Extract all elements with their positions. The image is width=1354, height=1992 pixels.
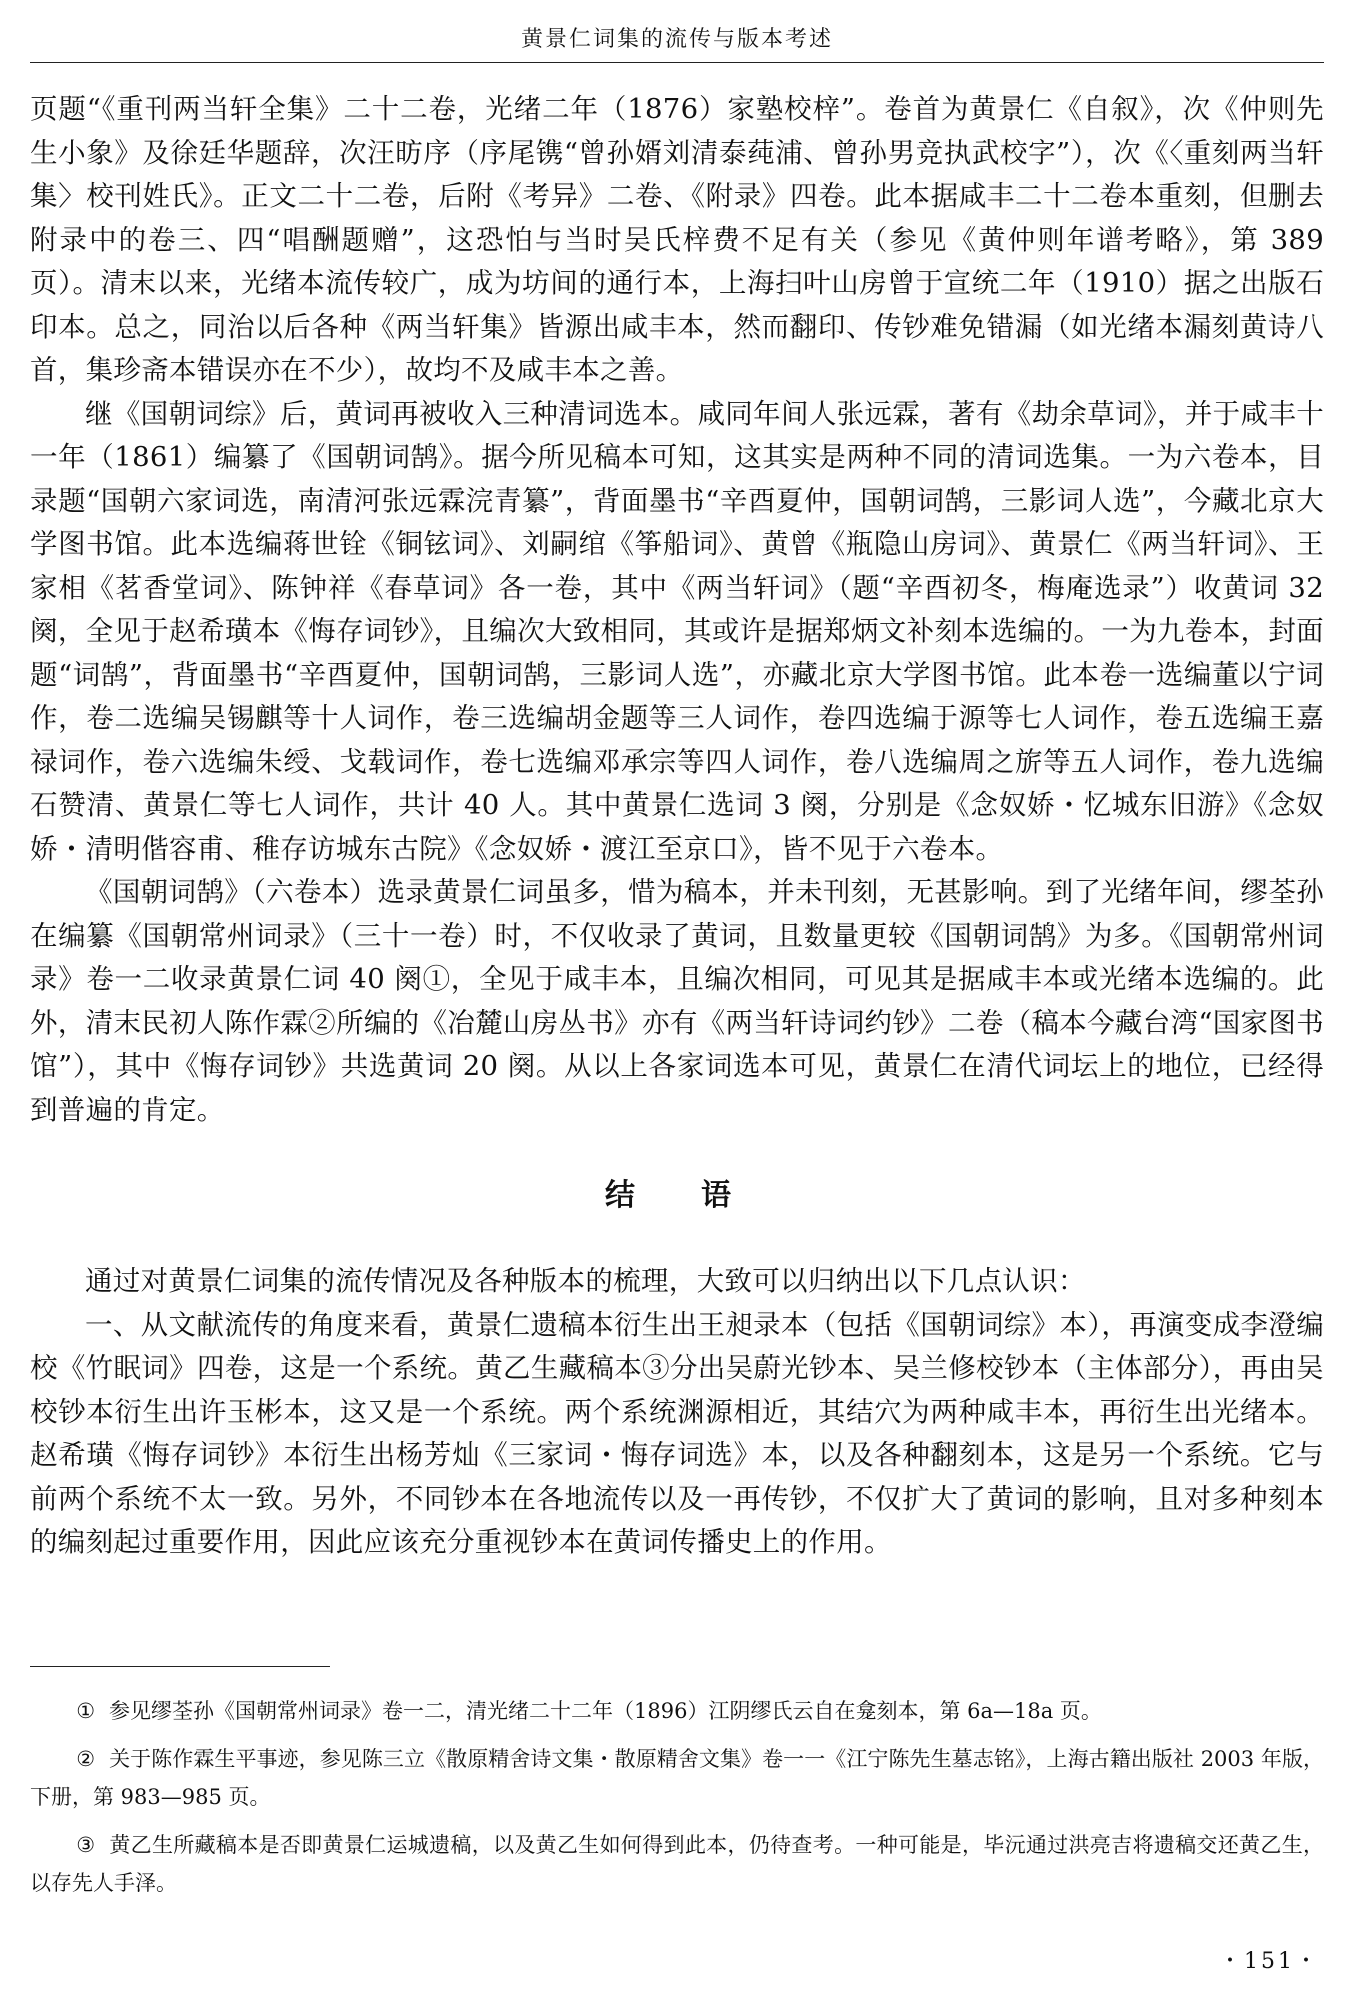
footnote-text: 黄乙生所藏稿本是否即黄景仁运城遗稿，以及黄乙生如何得到此本，仍待查考。一种可能是，毕沅通过洪亮吉将遗稿交还黄乙生，以存先人手泽。	[30, 1833, 1325, 1895]
conclusion-intro: 通过对黄景仁词集的流传情况及各种版本的梳理，大致可以归纳出以下几点认识：	[85, 1265, 1086, 1297]
header-divider	[30, 62, 1324, 63]
paragraph-2: 继《国朝词综》后，黄词再被收入三种清词选本。咸同年间人张远霖，著有《劫余草词》，并于咸丰十一年（1861）编纂了《国朝词鹄》。据今所见稿本可知，这其实是两种不同的清词选集。一为六卷本，目录题“国朝六家词选，南清河张远霖浣青纂”，背面墨书“辛酉夏仲，国朝词鹄，三影词人选”，今藏北京大学图书馆。此本选编蒋世铨《铜铉词》、刘嗣绾《筝船词》、黄曾《瓶隐山房词》、黄景仁《两当轩词》、王家相《茗香堂词》、陈钟祥《春草词》各一卷，其中《两当轩词》（题“辛酉初冬，梅庵选录”）收黄词 32 阕，全见于赵希璜本《悔存词钞》，且编次大致相同，其或许是据郑炳文补刻本选编的。一为九卷本，封面题“词鹄”，背面墨书“辛酉夏仲，国朝词鹄，三影词人选”，亦藏北京大学图书馆。此本卷一选编董以宁词作，卷二选编吴锡麒等十人词作，卷三选编胡金题等三人词作，卷四选编于源等七人词作，卷五选编王嘉禄词作，卷六选编朱绶、戈载词作，卷七选编邓承宗等四人词作，卷八选编周之旂等五人词作，卷九选编石赞清、黄景仁等七人词作，共计 40 人。其中黄景仁选词 3 阕，分别是《念奴娇・忆城东旧游》《念奴娇・清明偕容甫、稚存访城东古院》《念奴娇・渡江至京口》，皆不见于六卷本。	[30, 397, 1324, 865]
footnote-2	[30, 1740, 1324, 1816]
paragraph-1: 页题“《重刊两当轩全集》二十二卷，光绪二年（1876）家塾校梓”。卷首为黄景仁《自叙》，次《仲则先生小象》及徐廷华题辞，次汪昉序（序尾镌“曾孙婿刘清泰莼浦、曾孙男竞执武校字”），次《〈重刻两当轩集〉校刊姓氏》。正文二十二卷，后附《考异》二卷、《附录》四卷。此本据咸丰二十二卷本重刻，但删去附录中的卷三、四“唱酬题赠”，这恐怕与当时吴氏梓费不足有关（参见《黄仲则年谱考略》，第 389 页）。清末以来，光绪本流传较广，成为坊间的通行本，上海扫叶山房曾于宣统二年（1910）据之出版石印本。总之，同治以后各种《两当轩集》皆源出咸丰本，然而翻印、传钞难免错漏（如光绪本漏刻黄诗八首，集珍斋本错误亦在不少），故均不及咸丰本之善。	[30, 93, 1324, 386]
footnote-marker: ②	[76, 1747, 96, 1771]
footnote-marker: ①	[76, 1699, 96, 1723]
footnote-3	[30, 1826, 1324, 1902]
section-title: 结 语	[605, 1178, 749, 1213]
footnote-text: 参见缪荃孙《国朝常州词录》卷一二，清光绪二十二年（1896）江阴缪氏云自在龛刻本，第 6a—18a 页。	[109, 1699, 1102, 1723]
conclusion-point-1: 一、从文献流传的角度来看，黄景仁遗稿本衍生出王昶录本（包括《国朝词综》本），再演变成李澄编校《竹眠词》四卷，这是一个系统。黄乙生藏稿本③分出吴蔚光钞本、吴兰修校钞本（主体部分），再由吴校钞本衍生出许玉彬本，这又是一个系统。两个系统渊源相近，其结穴为两种咸丰本，再衍生出光绪本。赵希璜《悔存词钞》本衍生出杨芳灿《三家词・悔存词选》本，以及各种翻刻本，这是另一个系统。它与前两个系统不太一致。另外，不同钞本在各地流传以及一再传钞，不仅扩大了黄词的影响，且对多种刻本的编刻起过重要作用，因此应该充分重视钞本在黄词传播史上的作用。	[30, 1308, 1324, 1558]
main-text	[30, 88, 1324, 1565]
footnotes	[30, 1692, 1324, 1912]
footnote-marker: ③	[76, 1833, 96, 1857]
paragraph-3: 《国朝词鹄》（六卷本）选录黄景仁词虽多，惜为稿本，并未刊刻，无甚影响。到了光绪年间，缪荃孙在编纂《国朝常州词录》（三十一卷）时，不仅收录了黄词，且数量更较《国朝词鹄》为多。《国朝常州词录》卷一二收录黄景仁词 40 阕①，全见于咸丰本，且编次相同，可见其是据咸丰本或光绪本选编的。此外，清末民初人陈作霖②所编的《冶麓山房丛书》亦有《两当轩诗词约钞》二卷（稿本今藏台湾“国家图书馆”），其中《悔存词钞》共选黄词 20 阕。从以上各家词选本可见，黄景仁在清代词坛上的地位，已经得到普遍的肯定。	[30, 876, 1324, 1126]
page-number: ・151・	[1219, 1949, 1320, 1974]
running-header: 黄景仁词集的流传与版本考述	[520, 27, 833, 52]
footnote-text: 关于陈作霖生平事迹，参见陈三立《散原精舍诗文集・散原精舍文集》卷一一《江宁陈先生墓志铭》，上海古籍出版社 2003 年版，下册，第 983—985 页。	[30, 1747, 1325, 1809]
footnote-divider	[30, 1666, 330, 1667]
footnote-1	[30, 1692, 1324, 1730]
